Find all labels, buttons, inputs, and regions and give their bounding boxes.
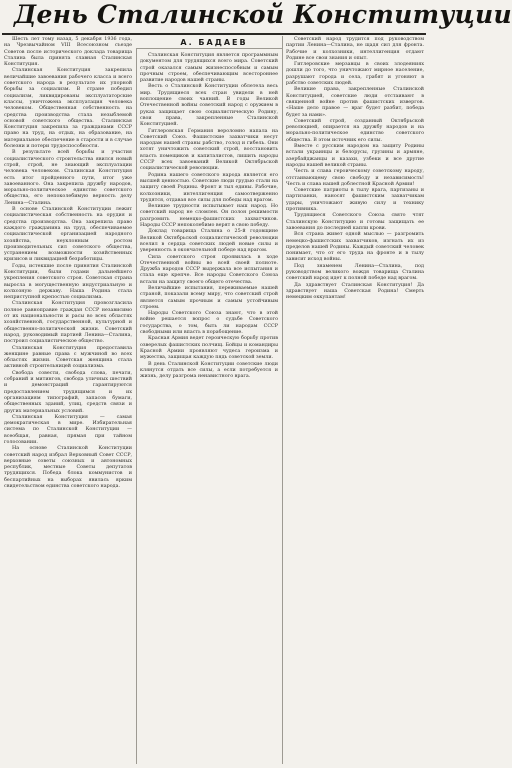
paragraph: Шесть лет тому назад, 5 декабря 1936 года, на Чрезвычайном VIII Всесоюзном съезде Советов после исторического доклада товарища Сталина была принята славная Сталинская Конституция.	[4, 36, 132, 68]
paragraph: Трудящиеся Советского Союза свято чтят Сталинскую Конституцию и готовы защищать ее завоевания до последней капли крови.	[286, 212, 424, 231]
paragraph: Вместе с русским народом на защиту Родины встали украинцы и белорусы, грузины и армяне, азербайджанцы и казахи, узбеки и все другие народы нашей великой страны.	[286, 143, 424, 168]
paragraph: Сталинская Конституция провозгласила полное равноправие граждан СССР независимо от их национальности и расы во всех областях хозяйственной, государственной, культурной и общественно-политической жизни. Советский народ, руководимый партией Ленина—Сталина, построил социалистическое общество.	[4, 300, 132, 345]
column-divider	[136, 48, 137, 764]
paragraph: Сталинская Конституция предоставила женщине равные права с мужчиной во всех областях жизни. Советская женщина стала активной строительницей социализма.	[4, 344, 132, 370]
byline-rule	[136, 48, 282, 49]
paragraph: Советский народ трудится под руководством партии Ленина—Сталина, не щадя сил для фронта. Рабочие и колхозники, интеллигенция отдают Родине все свои знания и опыт.	[286, 36, 424, 61]
paragraph: Красная Армия ведет героическую борьбу против озверелых фашистских полчищ. Бойцы и командиры Красной Армии проявляют чудеса героизма и мужества, защищая каждую пядь советской земли.	[140, 335, 278, 361]
paragraph: Сталинская Конституция закрепила величайшие завоевания рабочего класса и всего советского народа в результате их упорной борьбы за социализм. В стране победил социализм, ликвидированы эксплуататорские классы, уничтожена эксплуатация человека человеком. Общественная собственность на средства производства стала незыблемой основой советского общества. Сталинская Конституция закрепила за гражданами СССР право на труд, на отдых, на образование, на материальное обеспечение в старости и в случае болезни и потери трудоспособности.	[4, 67, 132, 150]
paragraph: Величайшие испытания, переживаемые нашей страной, показали всему миру, что советский строй является самым прочным и самым устойчивым строем.	[140, 284, 278, 310]
paragraph: Честь и слава героическому советскому народу, отстаивающему свою свободу и независимость! Честь и слава нашей доблестной Красной Армии!	[286, 168, 424, 187]
paragraph: Родина нашего советского народа является его высшей ценностью. Советские люди грудью стали на защиту своей Родины. Фронт и тыл едины. Рабочие, колхозники, интеллигенция самоотверженно трудятся, отдавая все силы для победы над врагом.	[140, 171, 278, 203]
headline: День Сталинской Конституции	[14, 0, 512, 29]
paragraph: Советские патриоты в тылу врага, партизаны и партизанки, наносят фашистским захватчикам удары, уничтожают живую силу и технику противника.	[286, 187, 424, 213]
paragraph: Под знаменем Ленина—Сталина, под руководством великого вождя товарища Сталина советский народ идет к полной победе над врагом.	[286, 262, 424, 282]
paragraph: В основе Сталинской Конституции лежит социалистическая собственность на орудия и средства производства. Она закрепила право каждого гражданина на труд, обеспечиваемое социалистической организацией народного хозяйства, неуклонным ростом производительных сил советского общества, устранением возможности хозяйственных кризисов и ликвидацией безработицы.	[4, 206, 132, 263]
paragraph: Великие трудности испытывает наш народ. Но советский народ не сломлен. Он полон решимости разгромить немецко-фашистских захватчиков. Народы СССР непоколебимо верят в свою победу.	[140, 203, 278, 229]
article-column-1	[4, 36, 132, 764]
paragraph: Сила советского строя проявилась в ходе Отечественной войны во всей своей полноте. Дружба народов СССР выдержала все испытания и стала еще крепче. Все народы Советского Союза встали на защиту своего общего отечества.	[140, 253, 278, 285]
paragraph: Сталинская Конституция является программным документом для трудящихся всего мира. Советский строй оказался самым жизнеспособным и самым прочным строем, обеспечивающим всестороннее развитие народов нашей страны.	[140, 52, 278, 84]
article-column-3	[286, 36, 424, 764]
paragraph: Гитлеровская Германия вероломно напала на Советский Союз. Фашистские захватчики несут народам нашей страны рабство, голод и гибель. Они хотят уничтожить советский строй, восстановить власть помещиков и капиталистов, лишить народы СССР всех завоеваний Великой Октябрьской социалистической революции.	[140, 127, 278, 172]
paragraph: Народы Советского Союза знают, что в этой войне решается вопрос о судьбе Советского государства, о том, быть ли народам СССР свободными или впасть в порабощение.	[140, 310, 278, 336]
paragraph: Свобода совести, свобода слова, печати, собраний и митингов, свобода уличных шествий и демонстраций гарантируются предоставлением трудящимся и их организациям типографий, запасов бумаги, общественных зданий, улиц, средств связи и других материальных условий.	[4, 369, 132, 414]
paragraph: На основе Сталинской Конституции советский народ избрал Верховный Совет СССР, верховные советы союзных и автономных республик, местные Советы депутатов трудящихся. Победа блока коммунистов и беспартийных на выборах явилась ярким свидетельством единства советского народа.	[4, 445, 132, 490]
paragraph: Сталинская Конституция — самая демократическая в мире. Избирательная система по Сталинской Конституции — всеобщая, равная, прямая при тайном голосовании.	[4, 413, 132, 445]
headline-rule	[2, 33, 426, 35]
article-column-2	[140, 52, 278, 764]
paragraph: В результате всей борьбы и участия социалистического строительства явился новый строй, строй, не знающий эксплуатации человека человеком. Сталинская Конституция есть итог пройденного пути, итог уже завоеванного. Она закрепила дружбу народов, морально-политическое единство советского общества, его непоколебимую верность делу Ленина—Сталина.	[4, 149, 132, 206]
paragraph: Весть о Сталинской Конституции облетела весь мир. Трудящиеся всех стран увидели в ней воплощение своих чаяний. В годы Великой Отечественной войны советский народ с оружием в руках защищает свою социалистическую Родину, свои права, закрепленные Сталинской Конституцией.	[140, 83, 278, 128]
paragraph: В день Сталинской Конституции советские люди клянутся отдать все силы, а если потребуется и жизнь, делу разгрома ненавистного врага.	[140, 360, 278, 380]
paragraph: Годы, истекшие после принятия Сталинской Конституции, были годами дальнейшего укрепления советского строя. Советская страна выросла в могущественную индустриальную и колхозную державу. Наша Родина стала неприступной крепостью социализма.	[4, 262, 132, 301]
paragraph: Да здравствует Сталинская Конституция! Да здравствует наша Советская Родина! Смерть немецким оккупантам!	[286, 281, 424, 301]
paragraph: Гитлеровские мерзавцы в своих злодеяниях дошли до того, что уничтожают мирное население, разрушают города и села, грабят и угоняют в рабство советских людей.	[286, 61, 424, 87]
column-divider	[282, 36, 283, 764]
paragraph: Советский строй, созданный Октябрьской революцией, опирается на дружбу народов и на морально-политическое единство советского общества. В этом источник его силы.	[286, 117, 424, 143]
paragraph: Великие права, закрепленные Сталинской Конституцией, советские люди отстаивают в священной войне против фашистских извергов. «Наше дело правое — враг будет разбит, победа будет за нами».	[286, 86, 424, 118]
paragraph: Вся страна живет одной мыслью — разгромить немецко-фашистских захватчиков, изгнать их из пределов нашей Родины. Каждый советский человек понимает, что от его труда на фронте и в тылу зависит исход войны.	[286, 231, 424, 263]
byline: А. БАДАЕВ	[180, 38, 248, 47]
paragraph: Доклад товарища Сталина о 25-й годовщине Великой Октябрьской социалистической революции вселил в сердца советских людей новые силы и уверенность в окончательной победе над врагом.	[140, 228, 278, 254]
